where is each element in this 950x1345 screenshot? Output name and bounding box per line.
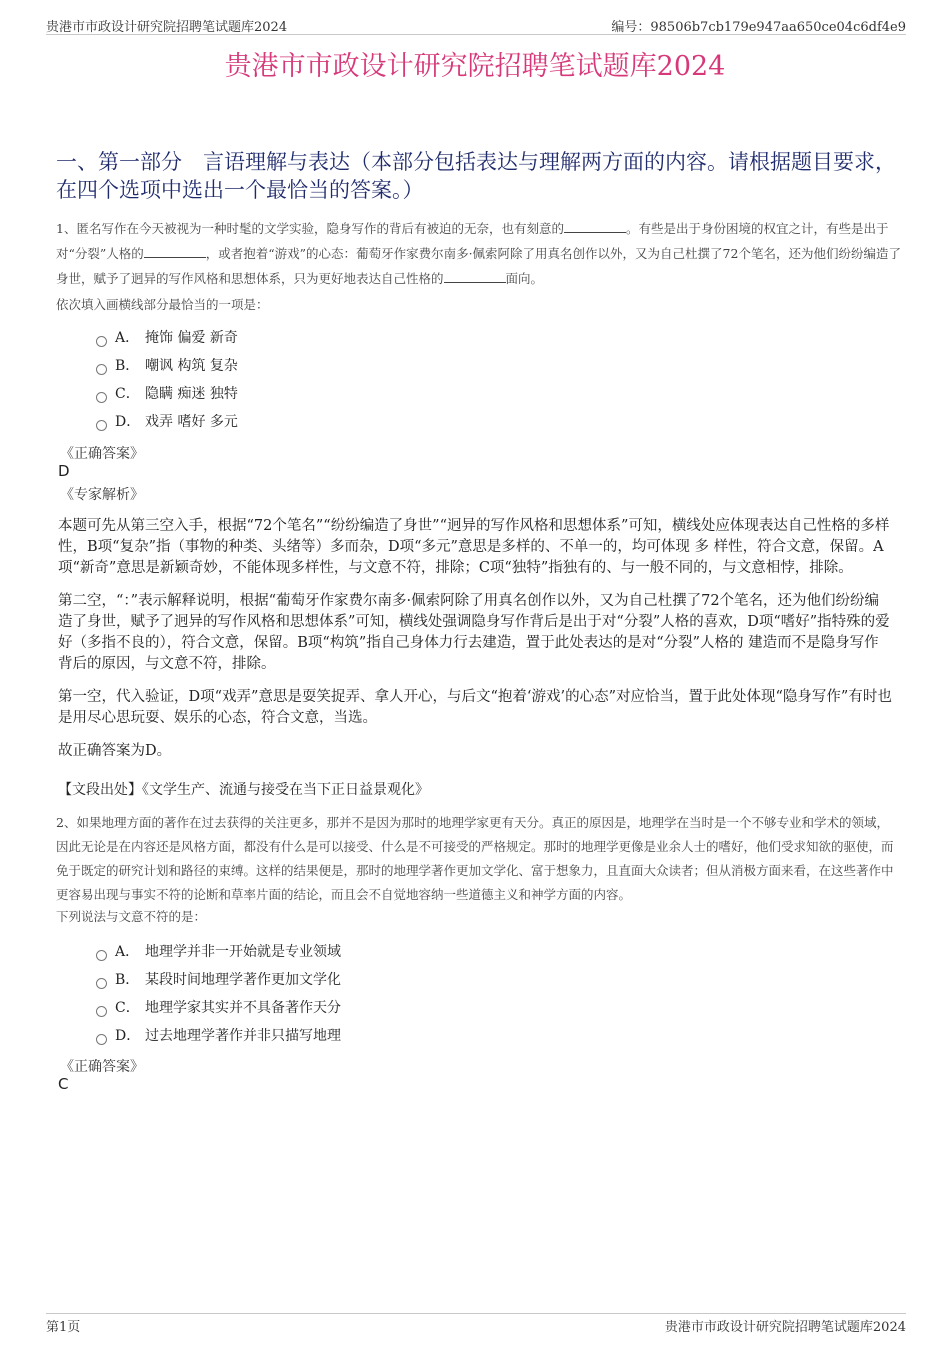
page-number: 第1页 bbox=[46, 1320, 81, 1335]
radio-icon[interactable] bbox=[96, 1006, 107, 1017]
q2-prompt: 下列说法与文意不符的是： bbox=[56, 909, 207, 924]
q2-options bbox=[96, 938, 341, 1050]
q1-answer-label: 《正确答案》 bbox=[60, 446, 144, 462]
q1-stem: 1、匿名写作在今天被视为一种时髦的文学实验，隐身写作的背后有被迫的无奈，也有刻意的 。有些是出于身份困境的权宜之计，有些是出于对“分裂”人格的 ，或者抱着“游戏”的心态：葡萄牙作家费尔南多·佩索阿除了用真名创作以外，又为自己杜撰了72个笔名，还为他们纷纷编造了身世，赋予了迥异的写作风格和思想体系，只为更好地表达自己性格的 面向。 bbox=[56, 216, 901, 291]
header-doc-title: 贵港市市政设计研究院招聘笔试题库2024 bbox=[46, 20, 288, 35]
q1-option-d[interactable]: D． 戏弄 嗜好 多元 bbox=[96, 408, 238, 436]
q1-option-c[interactable]: C． 隐瞒 痴迷 独特 bbox=[96, 380, 238, 408]
q1-blank-2 bbox=[144, 243, 206, 258]
radio-icon[interactable] bbox=[96, 420, 107, 431]
analysis-paragraph: 故正确答案为D。 bbox=[58, 743, 172, 759]
page-header bbox=[46, 14, 906, 35]
q1-source: 【文段出处】《文学生产、流通与接受在当下正日益景观化》 bbox=[58, 782, 429, 798]
analysis-paragraph: 本题可先从第三空入手，根据“72个笔名”“纷纷编造了身世”“迥异的写作风格和思想体系”可知，横线处应体现表达自己性格的多样性，B项“复杂”指（事物的种类、头绪等）多而杂，D项“多元”意思是多样的、不单一的，均可体现 多 样性，符合文意，保留。A项“新奇”意思是新颖奇妙，不能体现多样性，与文意不符，排除；C项“独特”指独有的、与一般不同的，与文意相悖，排除。 bbox=[58, 518, 890, 576]
radio-icon[interactable] bbox=[96, 1034, 107, 1045]
analysis-paragraph: 第一空，代入验证，D项“戏弄”意思是耍笑捉弄、拿人开心，与后文“抱着‘游戏’的心态”对应恰当，置于此处体现“隐身写作”有时也是用尽心思玩耍、娱乐的心态，符合文意，当选。 bbox=[58, 689, 892, 726]
footer-doc-title: 贵港市市政设计研究院招聘笔试题库2024 bbox=[664, 1320, 906, 1335]
q1-answer: D bbox=[58, 462, 70, 480]
q1-option-b[interactable]: B． 嘲讽 构筑 复杂 bbox=[96, 352, 238, 380]
q2-option-c[interactable]: C． 地理学家其实并不具备著作天分 bbox=[96, 994, 341, 1022]
radio-icon[interactable] bbox=[96, 364, 107, 375]
analysis-paragraph: 第二空，“：”表示解释说明，根据“葡萄牙作家费尔南多·佩索阿除了用真名创作以外，又为自己杜撰了72个笔名，还为他们纷纷编造了身世，赋予了迥异的写作风格和思想体系”可知，横线处强调隐身写作背后是出于对“分裂”人格的喜欢，D项“嗜好”指特殊的爱好（多指不良的），符合文意，保留。B项“构筑”指自己身体力行去建造，置于此处表达的是对“分裂”人格的 建造而不是隐身写作背后的原因，与文意不符，排除。 bbox=[58, 593, 890, 672]
q1-analysis-label: 《专家解析》 bbox=[60, 487, 144, 503]
q2-option-d[interactable]: D． 过去地理学著作并非只描写地理 bbox=[96, 1022, 341, 1050]
radio-icon[interactable] bbox=[96, 336, 107, 347]
page-footer bbox=[46, 1313, 906, 1335]
q1-analysis bbox=[58, 516, 892, 774]
q2-answer: C bbox=[58, 1075, 69, 1093]
q1-prompt: 依次填入画横线部分最恰当的一项是： bbox=[56, 297, 269, 312]
q2-answer-label: 《正确答案》 bbox=[60, 1059, 144, 1075]
page-title: 贵港市市政设计研究院招聘笔试题库2024 bbox=[224, 51, 726, 82]
q1-blank-3 bbox=[444, 268, 506, 283]
section-heading: 一、第一部分 言语理解与表达（本部分包括表达与理解两方面的内容。请根据题目要求，在四个选项中选出一个最恰当的答案。） bbox=[56, 150, 896, 202]
q1-option-a[interactable]: A． 掩饰 偏爱 新奇 bbox=[96, 324, 238, 352]
radio-icon[interactable] bbox=[96, 950, 107, 961]
q2-option-b[interactable]: B． 某段时间地理学著作更加文学化 bbox=[96, 966, 341, 994]
header-doc-id: 编号：98506b7cb179e947aa650ce04c6df4e9 bbox=[611, 20, 906, 35]
q2-stem: 2、如果地理方面的著作在过去获得的关注更多，那并不是因为那时的地理学家更有天分。真正的原因是，地理学在当时是一个不够专业和学术的领域，因此无论是在内容还是风格方面，都没有什么是可以接受、什么是不可接受的严格规定。那时的地理学更像是业余人士的嗜好，他们受求知欲的驱使，而免于既定的研究计划和路径的束缚。这样的结果便是，那时的地理学著作更加文学化、富于想象力，且直面大众读者；但从消极方面来看，在这些著作中更容易出现与事实不符的论断和草率片面的结论，而且会不自觉地容纳一些道德主义和神学方面的内容。 bbox=[56, 815, 894, 902]
radio-icon[interactable] bbox=[96, 978, 107, 989]
q1-blank-1 bbox=[564, 218, 626, 233]
q2-option-a[interactable]: A． 地理学并非一开始就是专业领域 bbox=[96, 938, 341, 966]
radio-icon[interactable] bbox=[96, 392, 107, 403]
q1-options bbox=[96, 324, 238, 436]
